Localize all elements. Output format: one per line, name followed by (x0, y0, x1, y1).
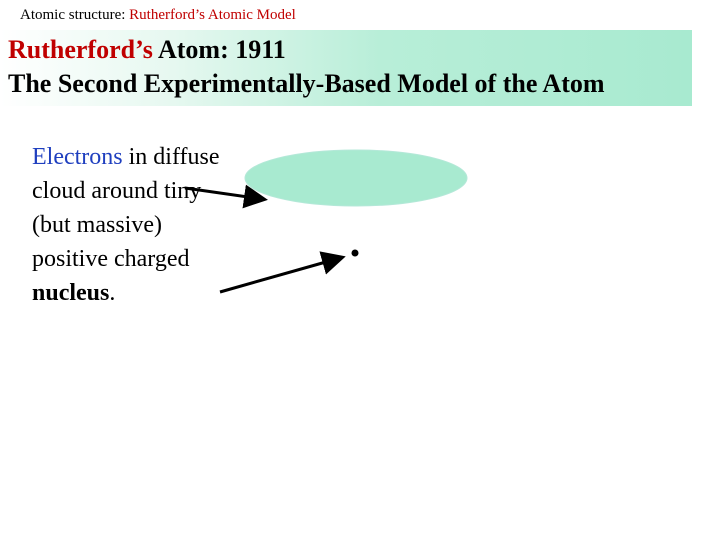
text-line-1-rest: in diffuse (122, 144, 220, 170)
nucleus-term: nucleus (32, 280, 110, 306)
title-line-2: The Second Experimentally-Based Model of the Atom (8, 69, 605, 98)
title-year: Atom: 1911 (152, 35, 286, 64)
text-line-4: positive charged (32, 246, 190, 272)
text-line-2: cloud around tiny (32, 178, 202, 204)
nucleus-dot-icon (352, 250, 359, 257)
arrow-to-cloud-icon (185, 188, 262, 199)
arrow-to-nucleus-icon (220, 258, 340, 292)
title-rutherford: Rutherford’s (8, 35, 153, 64)
header-subject: Rutherford’s Atomic Model (129, 7, 296, 23)
electron-cloud-icon (245, 150, 467, 206)
text-line-5-punct: . (109, 280, 116, 306)
electrons-term: Electrons (32, 144, 123, 170)
header-prefix: Atomic structure: (20, 7, 130, 23)
text-line-3: (but massive) (32, 212, 162, 238)
